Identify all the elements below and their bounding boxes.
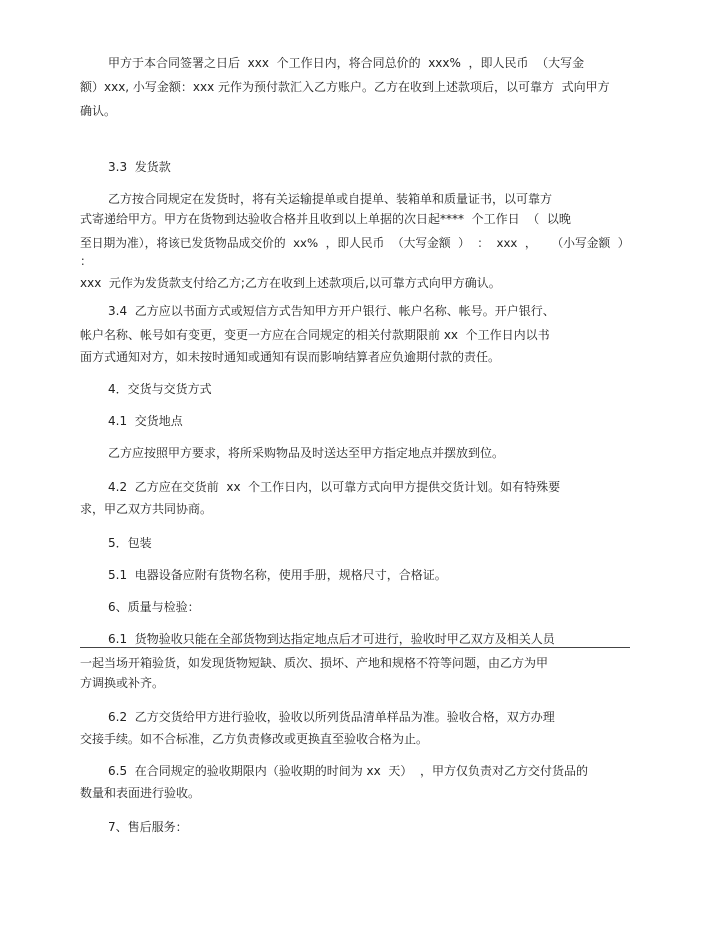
- section-4-2-line-2: 求，甲乙双方共同协商。: [80, 502, 213, 516]
- section-4-heading: 4．交货与交货方式: [108, 382, 212, 396]
- section-6-heading: 6、质量与检验：: [108, 600, 200, 614]
- section-7-heading: 7、售后服务：: [108, 820, 188, 834]
- para-shipment-line-4: ：: [80, 254, 93, 268]
- section-3-3-heading: 3.3 发货款: [108, 160, 171, 174]
- section-4-1-heading: 4.1 交货地点: [108, 414, 183, 428]
- section-4-1-text: 乙方应按照甲方要求，将所采购物品及时送达至甲方指定地点并摆放到位。: [108, 446, 505, 460]
- section-6-5-line-1: 6.5 在合同规定的验收期限内（验收期的时间为 xx 天） ，甲方仅负责对乙方交付货品的: [108, 764, 588, 778]
- section-5-1-text: 5.1 电器设备应附有货物名称，使用手册，规格尺寸，合格证。: [108, 568, 447, 582]
- section-4-2-line-1: 4.2 乙方应在交货前 xx 个工作日内，以可靠方式向甲方提供交货计划。如有特殊要: [108, 480, 561, 494]
- para-shipment-line-1: 乙方按合同规定在发货时，将有关运输提单或自提单、装箱单和质量证书，以可靠方: [108, 192, 553, 206]
- section-6-1-line-1: 6.1 货物验收只能在全部货物到达指定地点后才可进行，验收时甲乙双方及相关人员: [108, 632, 555, 646]
- section-3-4-line-1: 3.4 乙方应以书面方式或短信方式告知甲方开户银行、帐户名称、帐号。开户银行、: [108, 304, 555, 318]
- section-5-heading: 5．包装: [108, 536, 152, 550]
- section-3-4-line-2: 帐户名称、帐号如有变更，变更一方应在合同规定的相关付款期限前 xx 个工作日内以书: [80, 328, 550, 342]
- para-prepayment-line-1: 甲方于本合同签署之日后 xxx 个工作日内，将合同总价的 xxx% ，即人民币 （大写金: [108, 56, 585, 70]
- section-6-5-line-2: 数量和表面进行验收。: [80, 786, 201, 800]
- section-3-4-line-3: 面方式通知对方，如未按时通知或通知有误而影响结算者应负逾期付款的责任。: [80, 350, 501, 364]
- section-6-1-line-2: 一起当场开箱验货，如发现货物短缺、质次、损坏、产地和规格不符等问题，由乙方为甲: [80, 656, 549, 670]
- para-prepayment-line-3: 确认。: [80, 104, 117, 118]
- section-6-1-line-3: 方调换或补齐。: [80, 676, 165, 690]
- horizontal-rule: [80, 647, 630, 648]
- para-shipment-line-3: 至日期为准），将该已发货物品成交价的 xx% ，即人民币 （大写金额 ） ： xxx ， （小写金额 ）: [80, 236, 630, 250]
- para-shipment-line-2: 式寄递给甲方。甲方在货物到达验收合格并且收到以上单据的次日起**** 个工作日 （ 以晚: [80, 212, 571, 226]
- section-6-2-line-2: 交接手续。如不合标准，乙方负责修改或更换直至验收合格为止。: [80, 732, 429, 746]
- para-shipment-line-5: xxx 元作为发货款支付给乙方;乙方在收到上述款项后,以可靠方式向甲方确认。: [80, 276, 501, 290]
- section-6-2-line-1: 6.2 乙方交货给甲方进行验收，验收以所列货品清单样品为准。验收合格，双方办理: [108, 710, 555, 724]
- para-prepayment-line-2: 额）xxx, 小写金额：xxx 元作为预付款汇入乙方账户。乙方在收到上述款项后，以可靠方 式向甲方: [80, 80, 610, 94]
